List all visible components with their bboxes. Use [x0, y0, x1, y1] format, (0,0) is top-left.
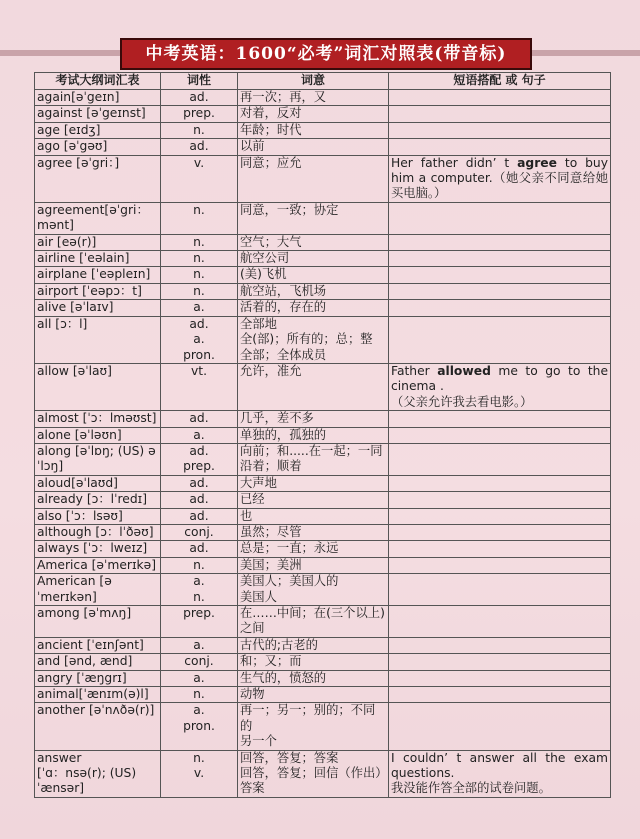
word-cell: although [ɔ：lˈðəʊ]: [35, 524, 161, 540]
word-cell: again[əˈgeɪn]: [35, 90, 161, 106]
table-row: [35, 557, 611, 573]
meaning-cell: 年龄；时代: [238, 122, 389, 138]
meaning-cell: 和；又；而: [238, 654, 389, 670]
pos-cell: v.: [161, 155, 238, 202]
sentence-text: me to go to the cinema . （父亲允许我去看电影。）: [391, 363, 609, 409]
table-row: [35, 524, 611, 540]
table-row: [35, 606, 611, 638]
word-cell: all [ɔ：l]: [35, 316, 161, 363]
phrase-cell: [389, 492, 611, 508]
table-row: [35, 492, 611, 508]
pos-cell: ad.: [161, 411, 238, 427]
table-row: [35, 750, 611, 797]
table-row: [35, 267, 611, 283]
phrase-cell: [389, 90, 611, 106]
word-cell: angry [ˈæŋgrɪ]: [35, 670, 161, 686]
header-meaning: 词意: [238, 73, 389, 90]
title-bar: [0, 38, 640, 70]
pos-cell: n.: [161, 234, 238, 250]
pos-cell: ad. prep.: [161, 443, 238, 475]
pos-cell: a.: [161, 670, 238, 686]
word-cell: aloud[əˈlaʊd]: [35, 475, 161, 491]
meaning-cell: 几乎，差不多: [238, 411, 389, 427]
meaning-cell: 也: [238, 508, 389, 524]
table-row: [35, 300, 611, 316]
pos-cell: n.: [161, 267, 238, 283]
word-cell: also [ˈɔ：lsəʊ]: [35, 508, 161, 524]
pos-cell: a.: [161, 427, 238, 443]
meaning-cell: 回答，答复；答案 回答，答复；回信（作出）答案: [238, 750, 389, 797]
phrase-cell: [389, 251, 611, 267]
word-cell: answer [ˈɑ：nsə(r); (US) ˈænsər]: [35, 750, 161, 797]
pos-cell: prep.: [161, 606, 238, 638]
pos-cell: a.: [161, 637, 238, 653]
table-row: [35, 574, 611, 606]
phrase-cell: [389, 122, 611, 138]
word-cell: age [eɪdʒ]: [35, 122, 161, 138]
table-row: [35, 106, 611, 122]
pos-cell: n. v.: [161, 750, 238, 797]
word-cell: American [əˈmerɪkən]: [35, 574, 161, 606]
phrase-cell: [389, 541, 611, 557]
table-row: [35, 122, 611, 138]
phrase-cell: [389, 283, 611, 299]
sentence-text: to buy him a computer.（她父亲不同意给她买电脑。）: [391, 155, 609, 201]
header-pos: 词性: [161, 73, 238, 90]
meaning-cell: 航空站，飞机场: [238, 283, 389, 299]
table-row: [35, 90, 611, 106]
table-row: [35, 202, 611, 234]
meaning-cell: 再一；另一；别的；不同的 另一个: [238, 703, 389, 750]
meaning-cell: 已经: [238, 492, 389, 508]
pos-cell: ad.: [161, 541, 238, 557]
table-row: [35, 155, 611, 202]
meaning-cell: 全部地 全(部)；所有的；总；整 全部；全体成员: [238, 316, 389, 363]
phrase-cell: [389, 363, 611, 410]
meaning-cell: 虽然；尽管: [238, 524, 389, 540]
word-cell: alive [əˈlaɪv]: [35, 300, 161, 316]
table-row: [35, 283, 611, 299]
table-row: [35, 251, 611, 267]
phrase-cell: [389, 234, 611, 250]
table-row: [35, 363, 611, 410]
pos-cell: n.: [161, 122, 238, 138]
meaning-cell: 美国人；美国人的 美国人: [238, 574, 389, 606]
phrase-cell: [389, 139, 611, 155]
meaning-cell: 同意；应允: [238, 155, 389, 202]
pos-cell: ad. a. pron.: [161, 316, 238, 363]
table-row: [35, 139, 611, 155]
word-cell: airline [ˈeəlain]: [35, 251, 161, 267]
meaning-cell: 对着，反对: [238, 106, 389, 122]
meaning-cell: 航空公司: [238, 251, 389, 267]
pos-cell: n.: [161, 687, 238, 703]
meaning-cell: 单独的，孤独的: [238, 427, 389, 443]
pos-cell: n.: [161, 202, 238, 234]
pos-cell: ad.: [161, 139, 238, 155]
meaning-cell: 以前: [238, 139, 389, 155]
table-row: [35, 443, 611, 475]
phrase-cell: [389, 267, 611, 283]
phrase-cell: [389, 475, 611, 491]
phrase-cell: [389, 687, 611, 703]
sentence-text: Her father didn’ t: [391, 155, 518, 170]
keyword-highlight: allowed: [437, 363, 491, 378]
meaning-cell: 大声地: [238, 475, 389, 491]
table-row: [35, 234, 611, 250]
keyword-highlight: agree: [517, 155, 557, 170]
phrase-cell: [389, 300, 611, 316]
sentence-text: Father: [391, 363, 438, 378]
meaning-cell: 同意，一致；协定: [238, 202, 389, 234]
meaning-cell: 向前；和.....在一起；一同 沿着；顺着: [238, 443, 389, 475]
phrase-cell: I couldn’ t answer all the exam questions. 我没能作答全部的试卷问题。: [389, 750, 611, 797]
page-title: 中考英语：1600“必考”词汇对照表(带音标): [120, 38, 532, 70]
header-phrase: 短语搭配 或 句子: [389, 73, 611, 90]
meaning-cell: 美国；美洲: [238, 557, 389, 573]
word-cell: against [əˈgeɪnst]: [35, 106, 161, 122]
word-cell: air [eə(r)]: [35, 234, 161, 250]
word-cell: airplane [ˈeəpleɪn]: [35, 267, 161, 283]
pos-cell: conj.: [161, 524, 238, 540]
phrase-cell: [389, 557, 611, 573]
phrase-cell: [389, 411, 611, 427]
word-cell: almost [ˈɔ：lməʊst]: [35, 411, 161, 427]
pos-cell: ad.: [161, 90, 238, 106]
table-header-row: [35, 73, 611, 90]
pos-cell: a.: [161, 300, 238, 316]
meaning-cell: (美)飞机: [238, 267, 389, 283]
table-row: [35, 427, 611, 443]
word-cell: along [əˈlɒŋ; (US) əˈlɔŋ]: [35, 443, 161, 475]
word-cell: America [əˈmerɪkə]: [35, 557, 161, 573]
phrase-cell: [389, 155, 611, 202]
pos-cell: ad.: [161, 475, 238, 491]
word-cell: always [ˈɔ：lweɪz]: [35, 541, 161, 557]
word-cell: already [ɔ：lˈredɪ]: [35, 492, 161, 508]
phrase-cell: [389, 703, 611, 750]
meaning-cell: 空气；大气: [238, 234, 389, 250]
table-row: [35, 670, 611, 686]
pos-cell: ad.: [161, 508, 238, 524]
meaning-cell: 活着的，存在的: [238, 300, 389, 316]
phrase-cell: [389, 524, 611, 540]
meaning-cell: 动物: [238, 687, 389, 703]
table-row: [35, 637, 611, 653]
word-cell: animal[ˈænɪm(ə)l]: [35, 687, 161, 703]
word-cell: ago [əˈgəʊ]: [35, 139, 161, 155]
phrase-cell: [389, 106, 611, 122]
pos-cell: n.: [161, 251, 238, 267]
phrase-cell: [389, 427, 611, 443]
phrase-cell: [389, 654, 611, 670]
word-cell: agree [əˈgri：]: [35, 155, 161, 202]
pos-cell: ad.: [161, 492, 238, 508]
pos-cell: prep.: [161, 106, 238, 122]
pos-cell: vt.: [161, 363, 238, 410]
table-body: [35, 90, 611, 798]
meaning-cell: 生气的，愤怒的: [238, 670, 389, 686]
header-word: 考试大纲词汇表: [35, 73, 161, 90]
word-cell: another [əˈnʌðə(r)]: [35, 703, 161, 750]
pos-cell: a. pron.: [161, 703, 238, 750]
meaning-cell: 总是；一直；永远: [238, 541, 389, 557]
pos-cell: n.: [161, 283, 238, 299]
word-cell: allow [əˈlaʊ]: [35, 363, 161, 410]
meaning-cell: 在……中间；在(三个以上)之间: [238, 606, 389, 638]
meaning-cell: 允许，准允: [238, 363, 389, 410]
vocabulary-table: [34, 72, 611, 798]
word-cell: airport [ˈeəpɔ：t]: [35, 283, 161, 299]
table-row: [35, 541, 611, 557]
table-row: [35, 654, 611, 670]
word-cell: and [ənd, ænd]: [35, 654, 161, 670]
phrase-cell: [389, 606, 611, 638]
meaning-cell: 古代的;古老的: [238, 637, 389, 653]
phrase-cell: [389, 574, 611, 606]
word-cell: alone [əˈləʊn]: [35, 427, 161, 443]
table-row: [35, 703, 611, 750]
phrase-cell: [389, 443, 611, 475]
phrase-cell: [389, 202, 611, 234]
pos-cell: a. n.: [161, 574, 238, 606]
word-cell: among [əˈmʌŋ]: [35, 606, 161, 638]
word-cell: ancient [ˈeɪnʃənt]: [35, 637, 161, 653]
table-row: [35, 687, 611, 703]
phrase-cell: [389, 670, 611, 686]
pos-cell: n.: [161, 557, 238, 573]
table-row: [35, 508, 611, 524]
phrase-cell: [389, 508, 611, 524]
pos-cell: conj.: [161, 654, 238, 670]
phrase-cell: [389, 316, 611, 363]
phrase-cell: [389, 637, 611, 653]
meaning-cell: 再一次；再，又: [238, 90, 389, 106]
word-cell: agreement[əˈgri：mənt]: [35, 202, 161, 234]
table-row: [35, 411, 611, 427]
table-row: [35, 316, 611, 363]
table-row: [35, 475, 611, 491]
